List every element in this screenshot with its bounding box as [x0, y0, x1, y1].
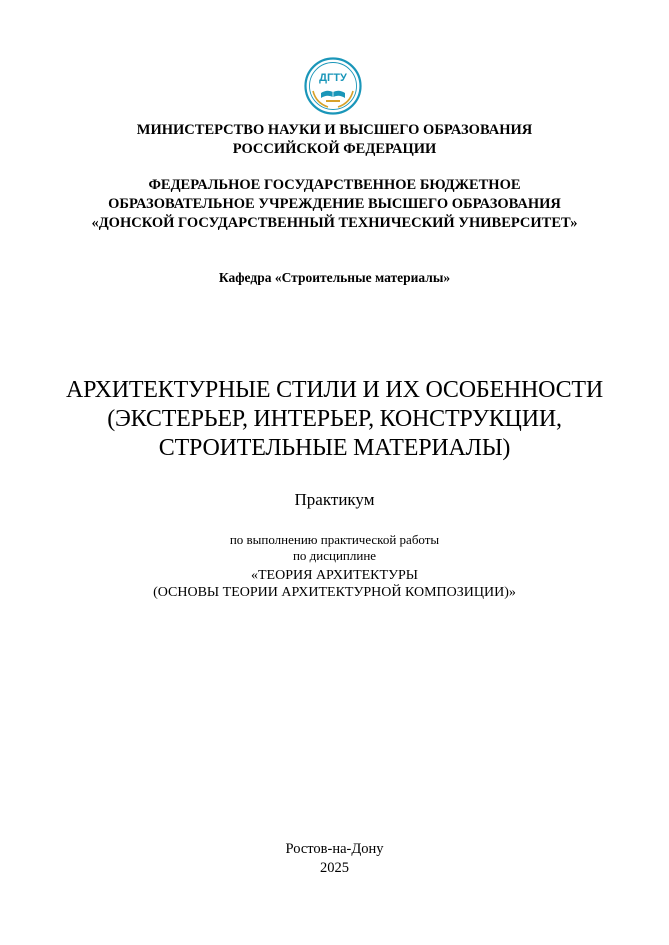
- ministry-line-1: МИНИСТЕРСТВО НАУКИ И ВЫСШЕГО ОБРАЗОВАНИЯ: [136, 122, 533, 138]
- publication-city: Ростов-на-Дону: [285, 841, 384, 857]
- institution-heading: [0, 176, 669, 233]
- discipline-line-2: (ОСНОВЫ ТЕОРИИ АРХИТЕКТУРНОЙ КОМПОЗИЦИИ)»: [153, 585, 516, 600]
- title-line-3: СТРОИТЕЛЬНЫЕ МАТЕРИАЛЫ): [158, 435, 511, 461]
- purpose-line-2: по дисциплине: [292, 548, 377, 563]
- document-type: Практикум: [294, 490, 375, 509]
- ministry-heading: [0, 121, 669, 159]
- department-name: Кафедра «Строительные материалы»: [218, 270, 451, 285]
- emblem-text: ДГТУ: [319, 72, 347, 84]
- discipline-name: [0, 567, 669, 601]
- purpose-text: [0, 532, 669, 564]
- institution-line-3: «ДОНСКОЙ ГОСУДАРСТВЕННЫЙ ТЕХНИЧЕСКИЙ УНИВЕРСИТЕТ»: [91, 215, 578, 231]
- purpose-line-1: по выполнению практической работы: [229, 532, 440, 547]
- title-line-1: АРХИТЕКТУРНЫЕ СТИЛИ И ИХ ОСОБЕННОСТИ: [66, 377, 603, 403]
- discipline-line-1: «ТЕОРИЯ АРХИТЕКТУРЫ: [251, 568, 418, 583]
- publication-year: 2025: [320, 860, 349, 876]
- university-emblem-icon: [304, 57, 362, 115]
- title-line-2: (ЭКСТЕРЬЕР, ИНТЕРЬЕР, КОНСТРУКЦИИ,: [107, 406, 562, 432]
- institution-line-1: ФЕДЕРАЛЬНОЕ ГОСУДАРСТВЕННОЕ БЮДЖЕТНОЕ: [148, 177, 521, 193]
- ministry-line-2: РОССИЙСКОЙ ФЕДЕРАЦИИ: [232, 141, 437, 157]
- institution-line-2: ОБРАЗОВАТЕЛЬНОЕ УЧРЕЖДЕНИЕ ВЫСШЕГО ОБРАЗОВАНИЯ: [108, 196, 561, 212]
- document-title: [0, 376, 669, 463]
